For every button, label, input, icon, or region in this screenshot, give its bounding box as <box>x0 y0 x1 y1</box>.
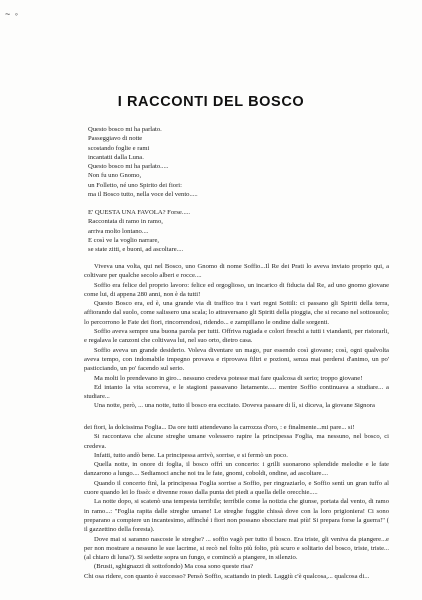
page-title: I RACCONTI DEL BOSCO <box>117 94 305 110</box>
poem-line: incantatii dalla Luna. <box>88 153 144 161</box>
corner-scan-mark: ~ ◦ <box>5 9 19 19</box>
story-paragraph: Dove mai si saranno nascoste le streghe? ... soffio vagò per tutto il bosco. Era triste, gli veniva da piangere...e per non mostrare a nessuno le sue lacrime, si recò nel folto più folto, più scuro e solitario del bosco, triste, triste... (al chiaro di luna?). Si sedette sopra un fungo, e cominciò a piangere, in silenzio. <box>84 535 389 562</box>
poem-line: Questo bosco mi ha parlato..... <box>88 163 169 171</box>
story-paragraph: dei fiori, la dolcissima Foglia... Da ore tutti attendevano la carrozza d'oro, : e finalmente...mi pare... si! <box>84 424 355 431</box>
poem-line: arriva molto lontano.... <box>88 227 149 235</box>
poem-line: scostando foglie e rami <box>88 144 150 152</box>
story-paragraph: La notte dopo, si scatenò una tempesta terribile; terribile come la notizia che giunse, portata dal vento, di ramo in ramo...: "Foglia rapita dalle streghe umane! Le streghe fuggite chissà dove con la loro prigioniera! Ci sono preparano a compiere un incantesimo, affinché i fiori non possano sbocciare mai più! Si prepara forse la guerra!" ( il gazzettino della foresta). <box>84 498 389 534</box>
poem-line: E così ve la voglio narrare, <box>88 236 160 244</box>
second-poem <box>88 208 190 254</box>
story-paragraph: Soffio aveva sempre una buona parola per tutti. Offriva rugiada e colori freschi a tutti i viandanti, per ristorarli, e regalava le canzoni che coltivava lui, nel suo orto, dietro casa. <box>84 328 389 345</box>
story-part-two <box>84 423 389 581</box>
poem-line: un Folletto, né uno Spirito dei fiori: <box>88 181 182 189</box>
story-paragraph: Quella notte, in onore di foglia, il bosco offrì un concerto: i grilli suonarono splendide melodie e le fate danzarono a lungo.... Sediamoci anche noi tra le fate, gnomi, coboldi, ondine, ad ascoltare.... <box>84 461 389 478</box>
story-paragraph: Viveva una volta, qui nel Bosco, uno Gnomo di nome Soffio...Il Re dei Prati lo aveva inviato proprio qui, a coltivare per qualche secolo alberi e rocce.... <box>84 263 389 280</box>
poem-line: E' QUESTA UNA FAVOLA? Forse..... <box>88 209 191 216</box>
opening-poem <box>88 125 198 199</box>
poem-line: Passeggiavo di notte <box>88 135 143 143</box>
poem-line: se state zitti, e buoni, ad ascoltare.... <box>88 246 184 254</box>
story-paragraph: Si raccontava che alcune streghe umane volessero rapire la principessa Foglia, ma nessuno, nel bosco, ci credeva. <box>84 433 389 450</box>
poem-line: Questo bosco mi ha parlato. <box>88 126 162 133</box>
poem-line: Non fu uno Gnomo, <box>88 172 142 180</box>
story-paragraph: Ma molti lo prendevano in giro... nessuno credeva potesse mai fare qualcosa di serio; troppo giovane! <box>94 374 363 382</box>
poem-line: ma il Bosco tutto, nella voce del vento..... <box>88 191 198 199</box>
story-paragraph: Soffio era felice del proprio lavoro: felice ed orgoglioso, un incarico di fiducia dal Re, ad uno gnomo giovane come lui, di appena 280 anni, non è da tutti! <box>84 281 389 298</box>
story-paragraph: (Brusii, sghignazzi di sottofondo) Ma cosa sono queste risa? <box>94 563 254 571</box>
story-part-one <box>84 262 389 411</box>
story-paragraph: Quando il concerto finì, la principessa Foglia sorrise a Soffio, per ringraziarlo, e Soffio sentì un gran tuffo al cuore quando lei lo fissò: e divenne rosso dalla punta dei piedi a quella delle orecchie..... <box>84 479 389 497</box>
story-paragraph: Infatti, tutto andò bene. La principessa arrivò, sorrise, e si fermò un poco. <box>94 451 288 459</box>
story-paragraph: Una notte, però, ... una notte, tutto il bosco era eccitato. Doveva passare di lì, si diceva, la giovane Signora <box>94 402 375 410</box>
poem-line: Raccontata di ramo in ramo, <box>88 218 163 226</box>
story-paragraph: Questo Bosco era, ed è, una grande via di traffico tra i vari regni Sottili: ci passano gli Spiriti della terra, affiorando dal suolo, come salissero una scala; lo attraversano gli Spiriti della pioggia, che si recano nel sottosuolo; lo percorrono le Fate dei fiori, rincorrendosi, ridendo... e zampillano le ondine dalle sorgenti. <box>84 300 389 326</box>
story-paragraph: Ed intanto la vita scorreva, e le stagioni passavano lietamente..... mentre Soffio continuava a studiare... a studiare... <box>84 383 389 401</box>
story-paragraph: Soffio aveva un grande desiderio. Voleva diventare un mago, pur essendo così giovane; così, ogni qualvolta aveva tempo, con indomabile impegno provava e riprovava filtri e pozioni, senza mai perdersi d'animo, un po' pasticciando, un po' facendo sul serio. <box>84 346 389 373</box>
story-paragraph: Chi osa ridere, con quanto è successo? Pensò Soffio, scattando in piedi. Laggiù c'è qualcosa,... qualcosa di... <box>84 572 370 580</box>
